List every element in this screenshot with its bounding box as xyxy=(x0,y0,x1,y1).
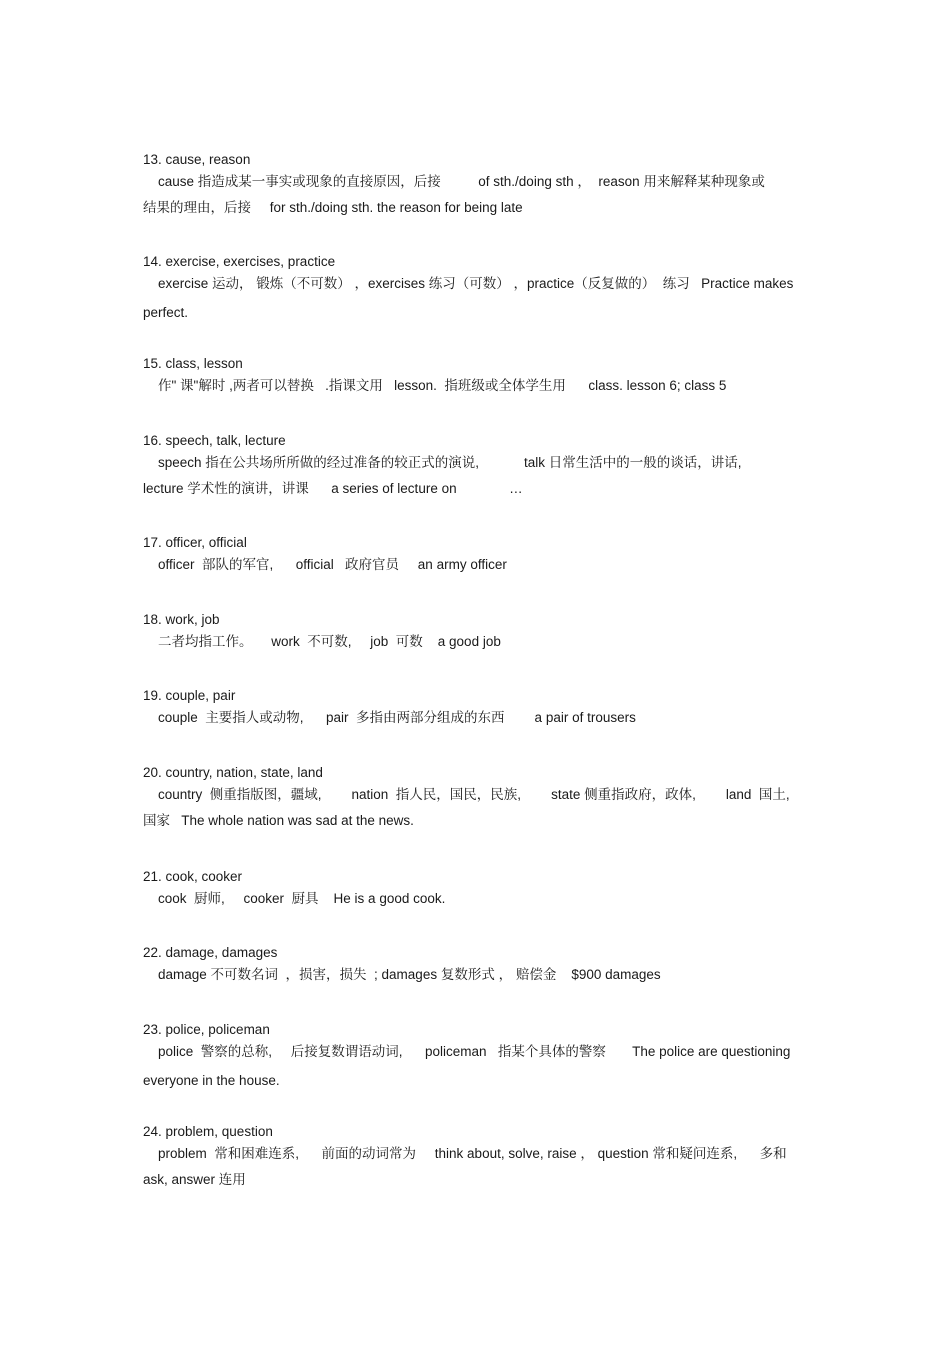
entry-title: 19. couple, pair xyxy=(143,688,236,703)
entry-title: 16. speech, talk, lecture xyxy=(143,433,286,448)
entry-text: problem 常和困难连系, 前面的动词常为 think about, solve, raise ， question 常和疑问连系, 多和 xyxy=(158,1146,787,1161)
entry-text: cook 厨师, cooker 厨具 He is a good cook. xyxy=(158,891,446,906)
entry-text: country 侧重指版图，疆域, nation 指人民，国民，民族, state 侧重指政府，政体, land 国土, xyxy=(158,787,790,802)
entry-18 xyxy=(143,612,813,650)
entry-21 xyxy=(143,869,813,907)
entry-text-continued: ask, answer 连用 xyxy=(143,1172,246,1187)
entry-19 xyxy=(143,688,813,726)
entry-title: 18. work, job xyxy=(143,612,220,627)
entry-23 xyxy=(143,1022,813,1089)
entry-20 xyxy=(143,765,813,829)
entry-text-continued: lecture 学术性的演讲，讲课 a series of lecture on … xyxy=(143,481,523,496)
entry-17 xyxy=(143,535,813,573)
entry-text-continued: 国家 The whole nation was sad at the news. xyxy=(143,813,414,828)
entry-text: 二者均指工作。 work 不可数, job 可数 a good job xyxy=(158,634,501,649)
entry-14 xyxy=(143,254,813,321)
entry-text-continued: everyone in the house. xyxy=(143,1073,280,1088)
entry-24 xyxy=(143,1124,813,1188)
entry-title: 17. officer, official xyxy=(143,535,247,550)
entry-text: police 警察的总称, 后接复数谓语动词, policeman 指某个具体的警察 The police are questioning xyxy=(158,1044,791,1059)
entry-title: 22. damage, damages xyxy=(143,945,278,960)
entry-15 xyxy=(143,356,813,394)
entry-text: 作" 课"解时 ,两者可以替换 .指课文用 lesson. 指班级或全体学生用 class. lesson 6; class 5 xyxy=(158,378,727,393)
entry-text: officer 部队的军官, official 政府官员 an army officer xyxy=(158,557,507,572)
entry-title: 20. country, nation, state, land xyxy=(143,765,323,780)
entry-text: cause 指造成某一事实或现象的直接原因，后接 of sth./doing sth ， reason 用来解释某种现象或 xyxy=(158,174,765,189)
entry-title: 24. problem, question xyxy=(143,1124,273,1139)
entry-13 xyxy=(143,152,813,216)
entry-title: 13. cause, reason xyxy=(143,152,251,167)
entry-title: 23. police, policeman xyxy=(143,1022,270,1037)
entry-title: 21. cook, cooker xyxy=(143,869,243,884)
entry-text-continued: perfect. xyxy=(143,305,189,320)
entry-22 xyxy=(143,945,813,983)
entry-text-continued: 结果的理由，后接 for sth./doing sth. the reason for being late xyxy=(143,200,523,215)
entry-title: 14. exercise, exercises, practice xyxy=(143,254,336,269)
entry-16 xyxy=(143,433,813,497)
entry-text: exercise 运动， 锻炼（不可数） ，exercises 练习（可数） ，practice（反复做的） 练习 Practice makes xyxy=(158,276,794,291)
entry-text: couple 主要指人或动物, pair 多指由两部分组成的东西 a pair of trousers xyxy=(158,710,636,725)
entry-title: 15. class, lesson xyxy=(143,356,243,371)
entry-text: speech 指在公共场所所做的经过准备的较正式的演说, talk 日常生活中的一般的谈话，讲话, xyxy=(158,455,742,470)
entry-text: damage 不可数名词 ，损害，损失 ; damages 复数形式 ， 赔偿金 $900 damages xyxy=(158,967,661,982)
